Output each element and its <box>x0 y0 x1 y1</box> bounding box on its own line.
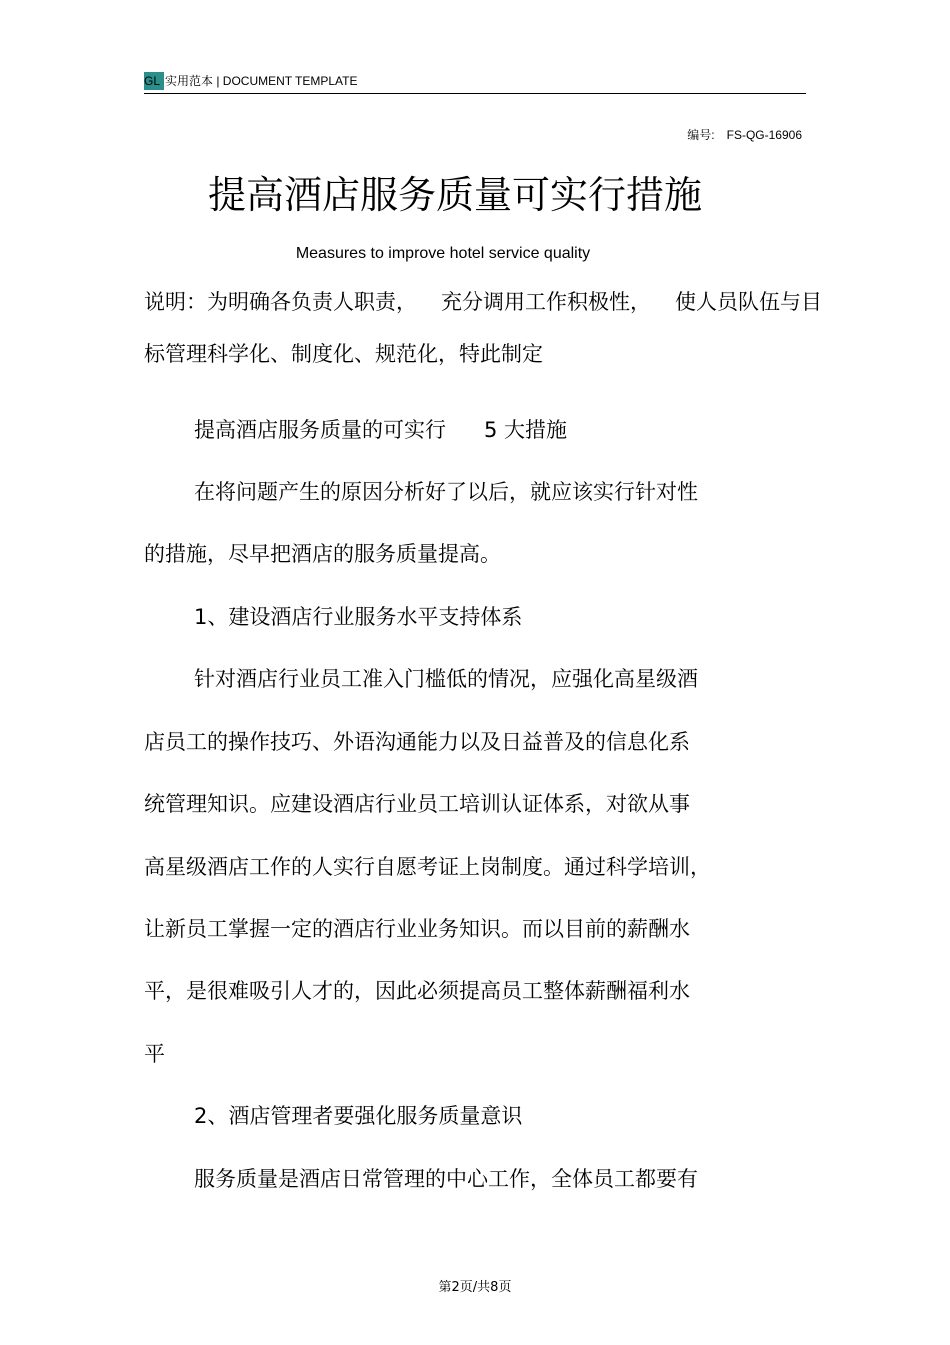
paragraph-line: 统管理知识。应建设酒店行业员工培训认证体系，对欲从事 <box>144 792 690 816</box>
document-number-label: 编号: <box>687 128 715 142</box>
template-label: 实用范本 | DOCUMENT TEMPLATE <box>165 74 358 88</box>
paragraph-line: 服务质量是酒店日常管理的中心工作，全体员工都要有 <box>194 1167 698 1191</box>
heading-text: 提高酒店服务质量的可实行 <box>194 418 446 442</box>
description-part-1: 说明：为明确各负责人职责， <box>144 290 417 314</box>
paragraph-line: 平 <box>144 1042 165 1066</box>
section-1-heading: 1、建设酒店行业服务水平支持体系 <box>194 605 523 629</box>
paragraph-line: 高星级酒店工作的人实行自愿考证上岗制度。通过科学培训， <box>144 855 711 879</box>
page-header <box>144 70 806 94</box>
paragraph-line: 针对酒店行业员工准入门槛低的情况，应强化高星级酒 <box>194 667 698 691</box>
paragraph-line: 在将问题产生的原因分析好了以后，就应该实行针对性 <box>194 480 698 504</box>
section-2-heading: 2、酒店管理者要强化服务质量意识 <box>194 1104 523 1128</box>
gl-logo: GL <box>144 72 164 90</box>
description-line-1 <box>144 287 822 317</box>
header-divider <box>144 93 806 94</box>
description-part-3: 使人员队伍与目 <box>675 290 822 314</box>
paragraph-line: 让新员工掌握一定的酒店行业业务知识。而以目前的薪酬水 <box>144 917 690 941</box>
document-number-value: FS-QG-16906 <box>726 128 802 142</box>
page-indicator: 第2页/共8页 <box>438 1280 512 1295</box>
section-heading-main <box>194 415 567 445</box>
heading-count: 5 大措施 <box>484 418 568 442</box>
document-subtitle: Measures to improve hotel service quality <box>295 245 591 262</box>
description-part-2: 充分调用工作积极性， <box>441 290 651 314</box>
description-line-2: 标管理科学化、制度化、规范化，特此制定 <box>144 342 543 366</box>
paragraph-line: 的措施，尽早把酒店的服务质量提高。 <box>144 542 501 566</box>
paragraph-line: 平，是很难吸引人才的，因此必须提高员工整体薪酬福利水 <box>144 979 690 1003</box>
document-title: 提高酒店服务质量可实行措施 <box>207 173 702 217</box>
document-number <box>687 126 802 143</box>
paragraph-line: 店员工的操作技巧、外语沟通能力以及日益普及的信息化系 <box>144 730 690 754</box>
